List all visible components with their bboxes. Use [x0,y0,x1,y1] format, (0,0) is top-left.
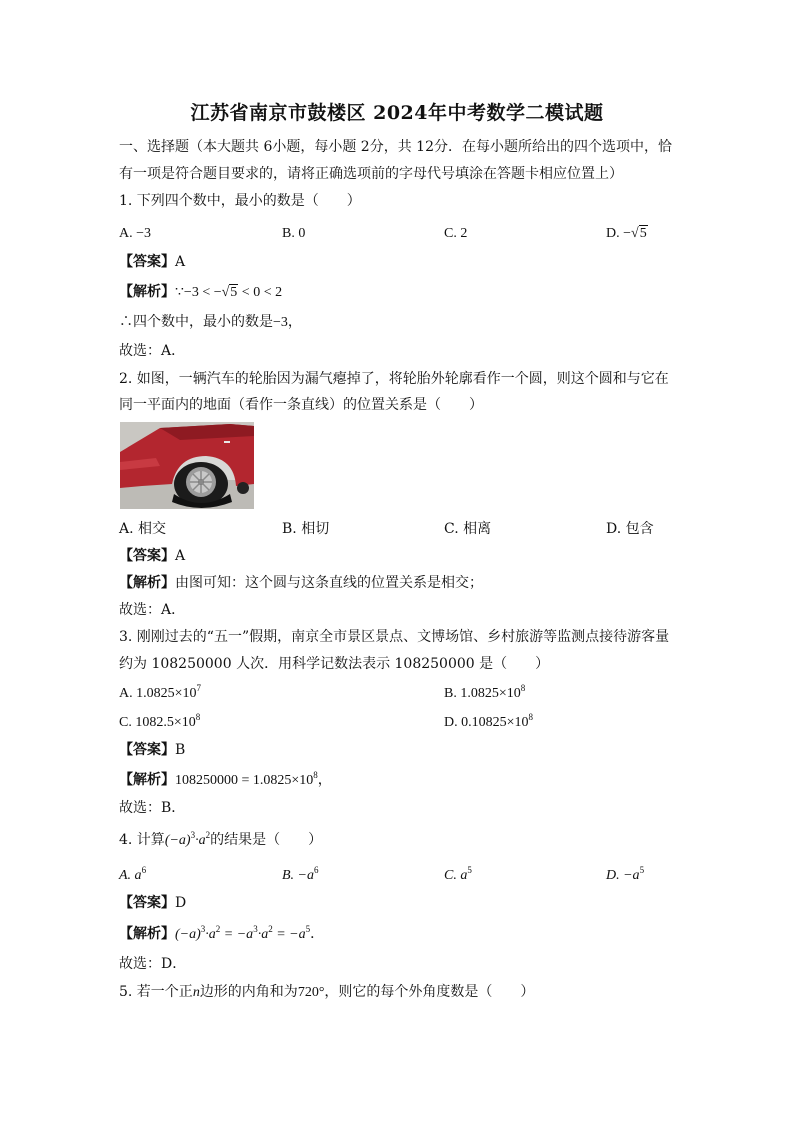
question-1-stem: 1. 下列四个数中，最小的数是（ ） [119,193,361,209]
q2-choose: 故选：A． [119,602,186,618]
q4-option-a: A. $a^6$ [119,865,147,883]
section-instructions-line2: 有一项是符合题目要求的，请将正确选项前的字母代号填涂在答题卡相应位置上） [119,166,623,182]
q1-choose: 故选：A． [119,343,186,359]
q4-answer: 【答案】D [119,895,187,911]
q3-option-c: C. $1082.5\times 10^8$ [119,712,201,730]
q1-analysis: 【解析】∵−3 < −√5 < 0 < 2 [119,284,283,300]
q4-option-b: B. $-a^6$ [282,865,319,883]
question-3-stem-line1: 3. 刚刚过去的“五一”假期，南京全市景区景点、文博场馆、乡村旅游等监测点接待游客量 [119,629,670,645]
q4-choose: 故选：D． [119,956,187,972]
q2-answer: 【答案】A [119,548,186,564]
q3-option-d: D. $0.10825\times 10^8$ [444,712,534,730]
question-2-stem-line2: 同一平面内的地面（看作一条直线）的位置关系是（ ） [119,397,483,413]
q1-answer: 【答案】A [119,254,186,270]
q3-option-b: B. $1.0825\times 10^8$ [444,683,526,701]
q3-choose: 故选：B． [119,800,186,816]
q3-analysis: 【解析】$108250000 = 1.0825\times 10^8$， [119,770,332,788]
section-instructions-line1: 一、选择题（本大题共 6小题，每小题 2分，共 12分．在每小题所给出的四个选项中，恰 [119,139,672,155]
page-title: 江苏省南京市鼓楼区 2024年中考数学二模试题 [190,102,604,124]
q3-option-a: A. $1.0825\times 10^7$ [119,683,202,701]
question-4-stem: 4. 计算$(-a)^3\cdot a^2$的结果是（ ） [119,830,323,848]
q2-option-a: A. 相交 [119,521,167,537]
q1-option-c: C. 2 [444,226,468,241]
q2-option-d: D. 包含 [606,521,654,537]
question-3-stem-line2: 约为 108250000 人次．用科学记数法表示 108250000 是（ ） [119,656,550,672]
q4-option-c: C. $a^5$ [444,865,472,883]
q2-option-c: C. 相离 [444,521,492,537]
q1-option-a: A. −3 [119,226,152,241]
q1-conclusion: ∴四个数中，最小的数是−3， [119,314,302,330]
q3-answer: 【答案】B [119,742,186,758]
flat-tire-car-photo [120,422,254,509]
q4-analysis: 【解析】$(-a)^3\cdot a^2 = -a^3\cdot a^2 = -a^5$． [119,924,325,942]
question-2-stem-line1: 2. 如图，一辆汽车的轮胎因为漏气瘪掉了，将轮胎外轮廓看作一个圆，则这个圆和与它在 [119,371,669,387]
q4-option-d: D. $-a^5$ [606,865,645,883]
q1-option-d: D. −√5 [606,226,647,241]
q2-analysis: 【解析】由图可知：这个圆与这条直线的位置关系是相交； [119,575,483,591]
question-5-stem: 5. 若一个正n边形的内角和为720°，则它的每个外角度数是（ ） [119,984,535,1000]
q1-option-b: B. 0 [282,226,306,241]
q2-option-b: B. 相切 [282,521,330,537]
